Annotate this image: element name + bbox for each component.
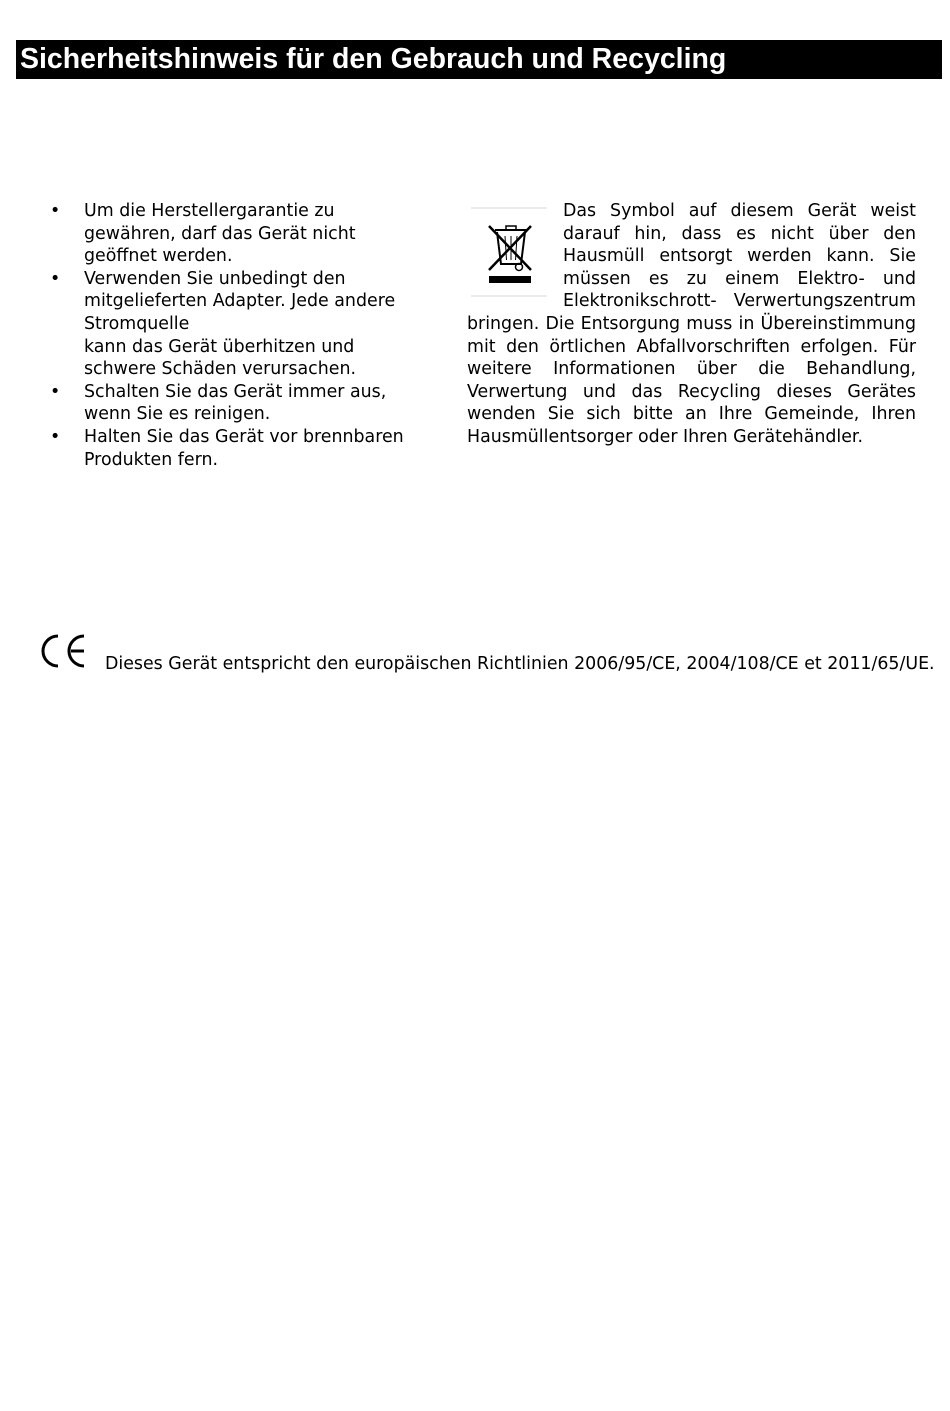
bullet-icon: •: [50, 381, 61, 402]
list-item-text: Schalten Sie das Gerät immer aus, wenn Sie es reinigen.: [84, 381, 387, 425]
ce-mark-icon: [38, 630, 88, 672]
list-item: [50, 200, 440, 268]
list-item: [50, 268, 440, 381]
list-item-text: Halten Sie das Gerät vor brennbaren Produkten fern.: [84, 426, 404, 470]
recycling-info: [467, 200, 916, 449]
bullet-icon: •: [50, 426, 61, 447]
list-item-text: Verwenden Sie unbedingt den mitgelieferten Adapter. Jede andere Stromquelle kann das Gerät überhitzen und schwere Schäden verursachen.: [84, 268, 396, 380]
title-bar: [16, 40, 942, 79]
bullet-icon: •: [50, 268, 61, 289]
ce-statement: Dieses Gerät entspricht den europäischen Richtlinien 2006/95/CE, 2004/108/CE et 2011/65/UE.: [105, 654, 935, 674]
list-item: [50, 426, 440, 471]
list-item-text: Um die Herstellergarantie zu gewähren, darf das Gerät nicht geöffnet werden.: [84, 201, 356, 267]
recycling-text-last-line: Hausmüllentsorger oder Ihren Gerätehändler.: [467, 426, 864, 447]
bullet-icon: •: [50, 201, 61, 221]
list-item: [50, 381, 440, 426]
safety-list: [50, 200, 440, 471]
page-title: Sicherheitshinweis für den Gebrauch und Recycling: [20, 43, 727, 75]
safety-instructions: [50, 200, 440, 471]
crossed-out-wheeled-bin-icon: [469, 206, 549, 298]
recycling-text: Das Symbol auf diesem Gerät weist darauf hin, dass es nicht über den Hausmüll entsorgt werden kann. Sie müssen es zu einem Elektro- und Elektronikschrott- Verwertungszentrum bringen. Die Entsorgung muss in Übereinstimmung mit den örtlichen Abfallvorschriften erfolgen. Für weitere Informationen über die Behandlung, Verwertung und das Recycling dieses Gerätes wenden Sie sich bitte an Ihre Gemeinde, Ihren: [467, 201, 916, 425]
ce-declaration: [38, 630, 938, 680]
